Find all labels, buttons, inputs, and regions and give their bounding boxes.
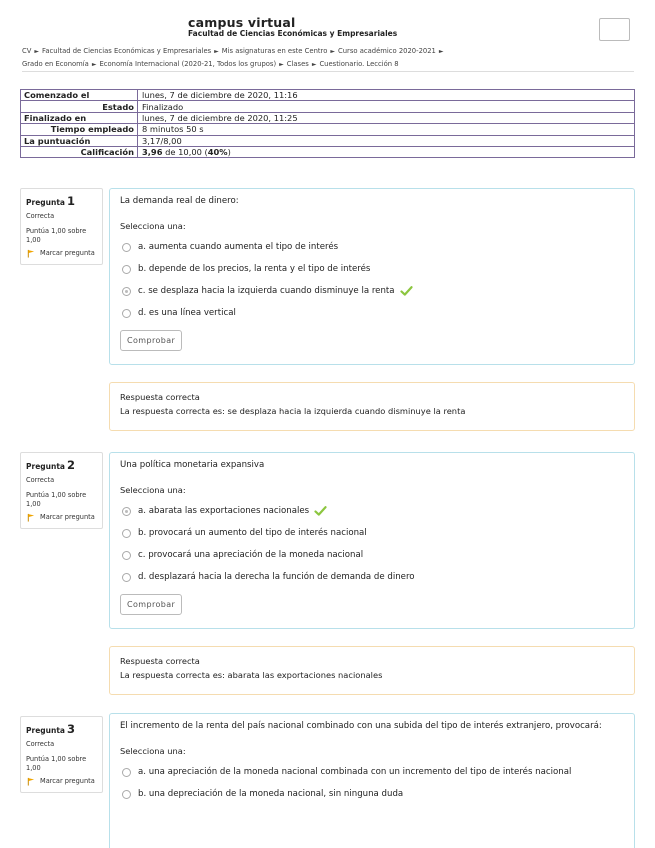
- answer-option[interactable]: [120, 307, 624, 320]
- feedback-box: [109, 382, 635, 431]
- breadcrumb-link[interactable]: Mis asignaturas en este Centro: [221, 47, 328, 55]
- flag-label: Marcar pregunta: [40, 777, 95, 785]
- question-grade: Puntúa 1,00 sobre 1,00: [26, 491, 87, 508]
- feedback-answer: La respuesta correcta es: abarata las exportaciones nacionales: [120, 670, 383, 680]
- question-label: Pregunta: [26, 462, 65, 471]
- user-menu-button[interactable]: [599, 18, 630, 41]
- question-state: Correcta: [26, 476, 55, 484]
- summary-row: [21, 112, 635, 123]
- summary-row: [21, 146, 635, 157]
- radio-button[interactable]: [122, 309, 131, 318]
- breadcrumb-link[interactable]: Curso académico 2020-2021: [337, 47, 436, 55]
- summary-row: [21, 101, 635, 112]
- breadcrumb-link[interactable]: Economía Internacional (2020-21, Todos los grupos): [99, 60, 277, 68]
- breadcrumb-separator-icon: ►: [279, 61, 284, 68]
- question-info: [20, 188, 103, 265]
- question-box: [109, 452, 635, 629]
- flag-icon: [26, 777, 36, 786]
- question-number: [26, 194, 98, 208]
- feedback-title: Respuesta correcta: [120, 656, 200, 666]
- answer-option[interactable]: [120, 788, 624, 801]
- score-value: 3,17/8,00: [138, 135, 635, 146]
- finished-value: lunes, 7 de diciembre de 2020, 11:25: [138, 112, 635, 123]
- attempt-summary-table: [20, 89, 635, 158]
- radio-button[interactable]: [122, 551, 131, 560]
- finished-label: Finalizado en: [21, 112, 138, 123]
- question-number: [26, 722, 98, 736]
- grade-end: ): [227, 147, 231, 158]
- breadcrumb-link[interactable]: Facultad de Ciencias Económicas y Empresariales: [42, 47, 212, 55]
- started-value: lunes, 7 de diciembre de 2020, 11:16: [138, 90, 635, 101]
- question-info: [20, 716, 103, 793]
- breadcrumb-separator-icon: ►: [214, 48, 219, 55]
- option-label: d. es una línea vertical: [138, 307, 236, 318]
- grade-number: 3,96: [142, 147, 163, 158]
- radio-button[interactable]: [122, 573, 131, 582]
- answer-prompt: Selecciona una:: [120, 485, 186, 495]
- answer-option[interactable]: [120, 766, 624, 779]
- question-grade: Puntúa 1,00 sobre 1,00: [26, 755, 87, 772]
- grade-label: Calificación: [21, 146, 138, 157]
- check-button[interactable]: Comprobar: [120, 594, 182, 615]
- question-box: [109, 188, 635, 365]
- answer-option[interactable]: [120, 241, 624, 254]
- radio-button[interactable]: [122, 243, 131, 252]
- question-label: Pregunta: [26, 726, 65, 735]
- feedback-title: Respuesta correcta: [120, 392, 200, 402]
- radio-button-selected[interactable]: [122, 287, 131, 296]
- flag-label: Marcar pregunta: [40, 513, 95, 521]
- question-info: [20, 452, 103, 529]
- check-button[interactable]: Comprobar: [120, 330, 182, 351]
- answer-option[interactable]: [120, 527, 624, 540]
- radio-button[interactable]: [122, 529, 131, 538]
- radio-button[interactable]: [122, 265, 131, 274]
- option-label: a. abarata las exportaciones nacionales: [138, 505, 310, 516]
- site-title[interactable]: campus virtual: [188, 15, 296, 30]
- breadcrumb-separator-icon: ►: [91, 61, 97, 68]
- grade-percent: 40%: [207, 147, 228, 158]
- time-value: 8 minutos 50 s: [138, 124, 635, 135]
- option-label: d. desplazará hacia la derecha la función de demanda de dinero: [138, 571, 415, 582]
- flag-question-button[interactable]: [26, 249, 98, 258]
- question-box: [109, 713, 635, 848]
- question-text: El incremento de la renta del país nacional combinado con una subida del tipo de interés extranjero, provocará:: [120, 721, 602, 731]
- question-number-value: 2: [66, 458, 75, 472]
- question-number-value: 1: [66, 194, 75, 208]
- answer-option[interactable]: [120, 263, 624, 276]
- feedback-answer: La respuesta correcta es: se desplaza hacia la izquierda cuando disminuye la renta: [120, 406, 466, 416]
- summary-row: [21, 90, 635, 101]
- breadcrumb-separator-icon: ►: [34, 48, 40, 55]
- answer-option[interactable]: [120, 505, 624, 518]
- state-label: Estado: [21, 101, 138, 112]
- breadcrumb-separator-icon: ►: [438, 48, 444, 55]
- breadcrumb-link[interactable]: CV: [22, 47, 32, 55]
- question-state: Correcta: [26, 212, 55, 220]
- grade-mid: de 10,00 (: [162, 147, 208, 158]
- answer-option[interactable]: [120, 549, 624, 562]
- grade-value: [138, 146, 635, 157]
- breadcrumb: [22, 45, 622, 71]
- radio-button[interactable]: [122, 768, 131, 777]
- answer-prompt: Selecciona una:: [120, 221, 186, 231]
- score-label: La puntuación: [21, 135, 138, 146]
- radio-button[interactable]: [122, 790, 131, 799]
- option-label: b. una depreciación de la moneda nacional, sin ninguna duda: [138, 788, 404, 799]
- question-number: [26, 458, 98, 472]
- option-label: c. se desplaza hacia la izquierda cuando disminuye la renta: [138, 285, 395, 296]
- option-label: a. aumenta cuando aumenta el tipo de interés: [138, 241, 339, 252]
- header-divider: [22, 71, 634, 72]
- answer-prompt: Selecciona una:: [120, 746, 186, 756]
- question-grade: Puntúa 1,00 sobre 1,00: [26, 227, 87, 244]
- breadcrumb-link[interactable]: Clases: [286, 60, 309, 68]
- faculty-name: Facultad de Ciencias Económicas y Empresariales: [188, 29, 398, 38]
- correct-check-icon: [314, 506, 327, 516]
- breadcrumb-link[interactable]: Cuestionario. Lección 8: [319, 60, 399, 68]
- option-label: b. depende de los precios, la renta y el tipo de interés: [138, 263, 371, 274]
- breadcrumb-separator-icon: ►: [311, 61, 317, 68]
- breadcrumb-link[interactable]: Grado en Economía: [22, 60, 89, 68]
- answer-option[interactable]: [120, 571, 624, 584]
- option-label: a. una apreciación de la moneda nacional combinada con un incremento del tipo de interés nacional: [138, 766, 572, 777]
- page-header: [0, 0, 655, 72]
- question-label: Pregunta: [26, 198, 65, 207]
- started-label: Comenzado el: [21, 90, 138, 101]
- flag-icon: [26, 249, 36, 258]
- time-label: Tiempo empleado: [21, 124, 138, 135]
- flag-label: Marcar pregunta: [40, 249, 95, 257]
- question-text: La demanda real de dinero:: [120, 196, 239, 206]
- feedback-box: [109, 646, 635, 695]
- answer-option[interactable]: [120, 285, 624, 298]
- summary-row: [21, 124, 635, 135]
- flag-question-button[interactable]: [26, 513, 98, 522]
- breadcrumb-separator-icon: ►: [330, 48, 335, 55]
- summary-row: [21, 135, 635, 146]
- question-text: Una política monetaria expansiva: [120, 460, 265, 470]
- question-number-value: 3: [66, 722, 75, 736]
- question-state: Correcta: [26, 740, 55, 748]
- flag-icon: [26, 513, 36, 522]
- option-label: c. provocará una apreciación de la moneda nacional: [138, 549, 364, 560]
- radio-button-selected[interactable]: [122, 507, 131, 516]
- option-label: b. provocará un aumento del tipo de interés nacional: [138, 527, 367, 538]
- correct-check-icon: [400, 286, 413, 296]
- state-value: Finalizado: [138, 101, 635, 112]
- flag-question-button[interactable]: [26, 777, 98, 786]
